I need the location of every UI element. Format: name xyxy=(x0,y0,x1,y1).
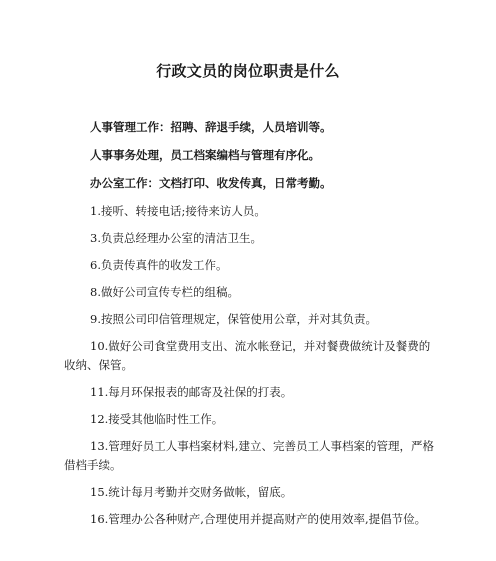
paragraph: 人事事务处理，员工档案编档与管理有序化。 xyxy=(90,148,320,162)
paragraph: 人事管理工作：招聘、辞退手续，人员培训等。 xyxy=(90,120,332,134)
paragraph: 15.统计每月考勤并交财务做帐，留底。 xyxy=(90,485,293,499)
paragraph: 11.每月环保报表的邮寄及社保的打表。 xyxy=(90,385,293,399)
paragraph: 13.管理好员工人事档案材料,建立、完善员工人事档案的管理，严格借档手续。 xyxy=(64,439,434,472)
paragraph: 1.接听、转接电话;接待来访人员。 xyxy=(90,204,266,218)
paragraph: 3.负责总经理办公室的清洁卫生。 xyxy=(90,231,262,245)
paragraph: 16.管理办公各种财产,合理使用并提高财产的使用效率,提倡节俭。 xyxy=(90,512,427,526)
paragraph: 9.按照公司印信管理规定，保管使用公章，并对其负责。 xyxy=(90,312,377,326)
paragraph: 6.负责传真件的收发工作。 xyxy=(90,258,228,272)
paragraph: 12.接受其他临时性工作。 xyxy=(90,412,224,426)
paragraph: 8.做好公司宣传专栏的组稿。 xyxy=(90,285,239,299)
document-body xyxy=(64,118,436,537)
document-title: 行政文员的岗位职责是什么 xyxy=(156,62,340,80)
paragraph: 10.做好公司食堂费用支出、流水帐登记，并对餐费做统计及餐费的收纳、保管。 xyxy=(64,339,431,372)
paragraph: 办公室工作：文档打印、收发传真，日常考勤。 xyxy=(90,176,332,190)
